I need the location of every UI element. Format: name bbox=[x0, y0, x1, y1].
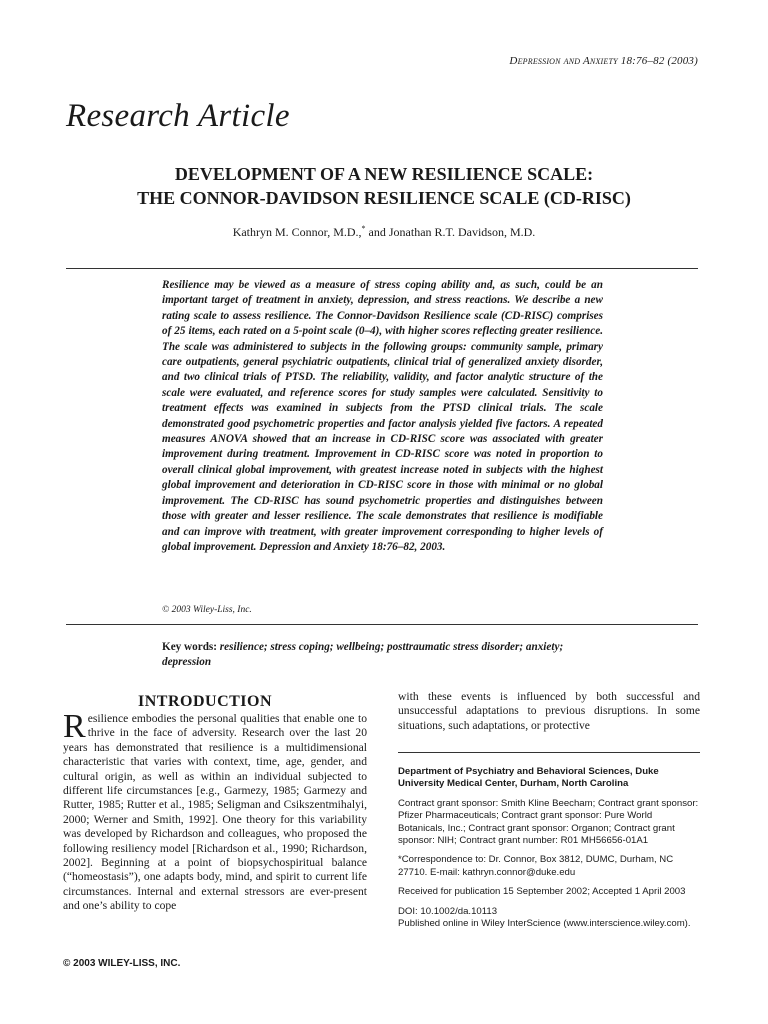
affiliation-box bbox=[398, 760, 700, 937]
affiliation-rule bbox=[398, 752, 700, 753]
doi: DOI: 10.1002/da.10113 bbox=[398, 905, 498, 917]
abstract: Resilience may be viewed as a measure of stress coping ability and, as such, could be an important target of treatment in anxiety, depression, and stress reactions. We describe a new rating scale to assess resilience. The Connor-Davidson Resilience scale (CD-RISC) comprises of 25 items, each rated on a 5-point scale (0–4), with higher scores reflecting greater resilience. The scale was administered to subjects in the following groups: community sample, primary care outpatients, general psychiatric outpatients, clinical trial of generalized anxiety disorder, and two clinical trials of PTSD. The reliability, validity, and factor analytic structure of the scale were evaluated, and reference scores for study samples were calculated. Sensitivity to treatment effects was examined in subjects from the PTSD clinical trials. The scale demonstrated good psychometric properties and factor analysis yielded five factors. A repeated measures ANOVA showed that an increase in CD-RISC score was associated with greater improvement during treatment. Improvement in CD-RISC score was noted in proportion to overall clinical global improvement, with greatest increase noted in subjects with the highest global improvement and deterioration in CD-RISC score in those with minimal or no global improvement. The CD-RISC has sound psychometric properties and distinguishes between those with greater and lesser resilience. The scale demonstrates that resilience is modifiable and can improve with treatment, with greater improvement corresponding to higher levels of global improvement. Depression and Anxiety 18:76–82, 2003. bbox=[162, 279, 603, 553]
title-line-2: THE CONNOR-DAVIDSON RESILIENCE SCALE (CD-RISC) bbox=[137, 188, 631, 208]
intro-left-text: esilience embodies the personal qualities that enable one to thrive in the face of adversity. Research over the last 20 years has demonstrated that resilience is a multidimensional characteristic that varies with context, time, age, gender, and cultural origin, as well as within an individual subjected to different life circumstances [e.g., Garmezy, 1985; Garmezy and Rutter, 1985; Rutter et al., 1985; Seligman and Csikszentmihalyi, 2000; Werner and Smith, 1992]. One theory for this variability was developed by Richardson and colleagues, who proposed the following resiliency model [Richardson et al., 1990; Richardson, 2002]. Beginning at a point of biopsychospiritual balance (“homeostasis”), one adapts body, mind, and spirit to current life circumstances. Internal and external stressors are ever-present and one’s ability to cope bbox=[63, 712, 367, 913]
publisher-footer: © 2003 WILEY-LISS, INC. bbox=[63, 958, 181, 969]
journal-citation: 18:76–82 (2003) bbox=[620, 55, 698, 67]
drop-cap: R bbox=[63, 708, 86, 745]
keywords bbox=[162, 640, 603, 670]
article-title bbox=[60, 162, 708, 210]
affiliation-department: Department of Psychiatry and Behavioral Sciences, Duke University Medical Center, Durham, North Carolina bbox=[398, 766, 659, 790]
correspondence: *Correspondence to: Dr. Connor, Box 3812, DUMC, Durham, NC 27710. E-mail: kathryn.connor@duke.edu bbox=[398, 854, 674, 878]
abstract-bottom-rule bbox=[66, 624, 698, 625]
section-heading-introduction: INTRODUCTION bbox=[138, 693, 273, 710]
author-rest: and Jonathan R.T. Davidson, M.D. bbox=[365, 225, 536, 239]
top-rule bbox=[66, 268, 698, 269]
keywords-label: Key words: bbox=[162, 641, 217, 653]
title-line-1: DEVELOPMENT OF A NEW RESILIENCE SCALE: bbox=[174, 164, 594, 184]
journal-name: Depression and Anxiety bbox=[509, 55, 618, 67]
published-online: Published online in Wiley InterScience (www.interscience.wiley.com). bbox=[398, 918, 691, 930]
article-type: Research Article bbox=[66, 98, 290, 134]
keywords-text: resilience; stress coping; wellbeing; posttraumatic stress disorder; anxiety; depression bbox=[162, 641, 564, 668]
journal-header bbox=[509, 55, 698, 67]
author-first: Kathryn M. Connor, M.D., bbox=[232, 225, 362, 239]
abstract-copyright: © 2003 Wiley-Liss, Inc. bbox=[162, 605, 252, 615]
intro-right-column: with these events is influenced by both successful and unsuccessful adaptations to previous disruptions. In some situations, such adaptations, or protective bbox=[398, 690, 700, 732]
intro-left-column bbox=[63, 708, 367, 914]
received-date: Received for publication 15 September 2002; Accepted 1 April 2003 bbox=[398, 886, 686, 898]
author-footnote-marker: * bbox=[361, 224, 366, 233]
author-list bbox=[60, 224, 708, 240]
grant-sponsors: Contract grant sponsor: Smith Kline Beecham; Contract grant sponsor: Pfizer Pharmaceuticals; Contract grant sponsor: Pure World Botanicals, Inc.; Contract grant sponsor: Organon; Contract grant sponsor: NIH; Contract grant number: R01 MH56656-01A1 bbox=[398, 797, 699, 847]
